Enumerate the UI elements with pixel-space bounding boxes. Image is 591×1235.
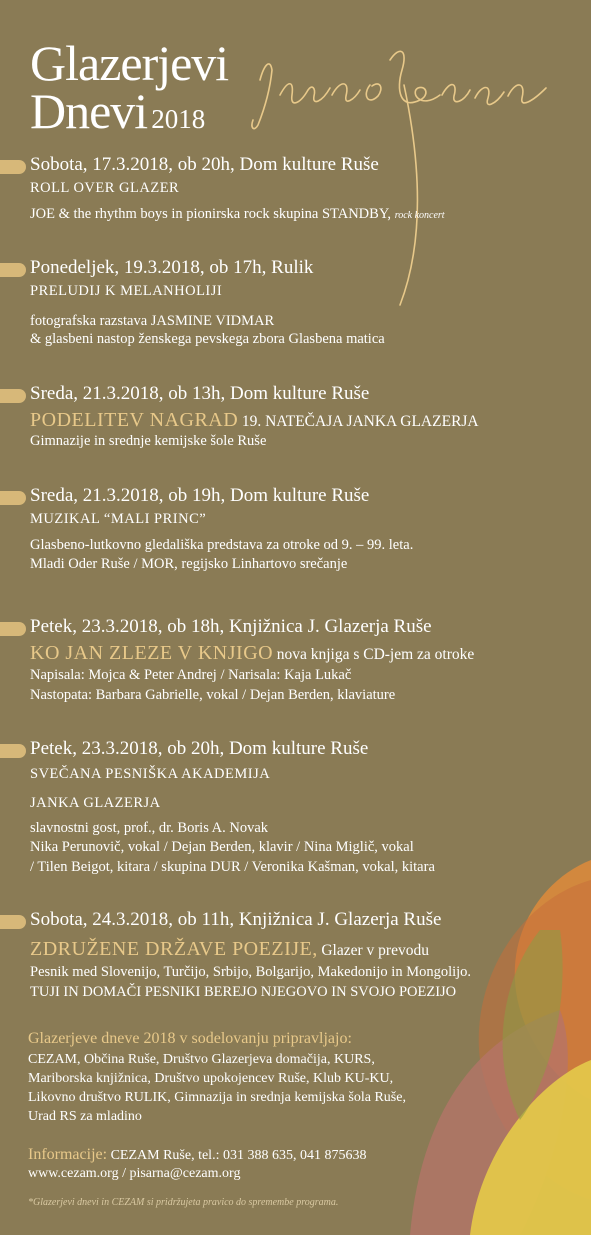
event-name: PRELUDIJ K MELANHOLIJI bbox=[30, 283, 223, 299]
event-desc: Mladi Oder Ruše / MOR, regijsko Linhartovo srečanje bbox=[30, 556, 348, 572]
event-desc: & glasbeni nastop ženskega pevskega zbora Glasbena matica bbox=[30, 331, 385, 347]
event-desc: Glasbeno-lutkovno gledališka predstava za otroke od 9. – 99. leta. bbox=[30, 537, 414, 553]
credits-line: Mariborska knjižnica, Društvo upokojencev Ruše, Klub KU-KU, bbox=[28, 1071, 394, 1086]
event-name-suffix: Glazer v prevodu bbox=[321, 942, 429, 959]
event-date: Sobota, 24.3.2018, ob 11h, Knjižnica J. Glazerja Ruše bbox=[30, 909, 442, 930]
event-name: KO JAN ZLEZE V KNJIGO bbox=[30, 642, 274, 664]
event-name-suffix: 19. NATEČAJA JANKA GLAZERJA bbox=[241, 413, 479, 430]
event-desc: Gimnazije in srednje kemijske šole Ruše bbox=[30, 433, 267, 449]
bullet-marker bbox=[0, 160, 26, 174]
event-line bbox=[30, 206, 445, 223]
credits-line: Likovno društvo RULIK, Gimnazija in srednja kemijska šola Ruše, bbox=[28, 1090, 406, 1105]
title-line2: Dnevi bbox=[30, 82, 148, 139]
event-name: MUZIKAL “MALI PRINC” bbox=[30, 511, 207, 527]
event-desc: fotografska razstava JASMINE VIDMAR bbox=[30, 313, 275, 329]
info-text: CEZAM Ruše, tel.: 031 388 635, 041 875638 bbox=[110, 1148, 367, 1163]
event-desc: Napisala: Mojca & Peter Andrej / Narisala: Kaja Lukač bbox=[30, 667, 352, 683]
credits-line: Urad RS za mladino bbox=[28, 1109, 142, 1124]
contact-info bbox=[28, 1146, 366, 1164]
disclaimer-note: *Glazerjevi dnevi in CEZAM si pridržujeta pravico do spremembe programa. bbox=[28, 1197, 339, 1208]
event-desc: JOE & the rhythm boys in pionirska rock skupina STANDBY, bbox=[30, 206, 392, 222]
bullet-marker bbox=[0, 263, 26, 277]
event-name: SVEČANA PESNIŠKA AKADEMIJA bbox=[30, 766, 271, 782]
event-title-row bbox=[30, 409, 479, 432]
event-name: ZDRUŽENE DRŽAVE POEZIJE, bbox=[30, 938, 318, 960]
event-name-line2: JANKA GLAZERJA bbox=[30, 795, 161, 811]
title-year: 2018 bbox=[151, 103, 206, 134]
event-desc: Pesnik med Slovenijo, Turčijo, Srbijo, Bolgarijo, Makedonijo in Mongolijo. bbox=[30, 964, 472, 980]
bullet-marker bbox=[0, 915, 26, 929]
event-desc: Nika Perunovič, vokal / Dejan Berden, klavir / Nina Miglič, vokal bbox=[30, 839, 414, 855]
event-desc: TUJI IN DOMAČI PESNIKI BEREJO NJEGOVO IN SVOJO POEZIJO bbox=[30, 984, 457, 1000]
bullet-marker bbox=[0, 491, 26, 505]
event-date: Petek, 23.3.2018, ob 18h, Knjižnica J. Glazerja Ruše bbox=[30, 616, 432, 637]
event-desc: Nastopata: Barbara Gabrielle, vokal / Dejan Berden, klaviature bbox=[30, 687, 396, 703]
bullet-marker bbox=[0, 389, 26, 403]
info-label: Informacije: bbox=[28, 1146, 108, 1163]
event-desc: / Tilen Beigot, kitara / skupina DUR / Veronika Kašman, vokal, kitara bbox=[30, 859, 435, 875]
credits-line: CEZAM, Občina Ruše, Društvo Glazerjeva domačija, KURS, bbox=[28, 1052, 375, 1067]
event-date: Sreda, 21.3.2018, ob 13h, Dom kulture Ruše bbox=[30, 383, 370, 404]
bullet-marker bbox=[0, 744, 26, 758]
event-title bbox=[30, 35, 229, 139]
event-note: rock koncert bbox=[394, 210, 445, 221]
event-name: ROLL OVER GLAZER bbox=[30, 180, 180, 196]
event-name: PODELITEV NAGRAD bbox=[30, 409, 239, 431]
title-line1: Glazerjevi bbox=[30, 35, 229, 91]
contact-web[interactable]: www.cezam.org / pisarna@cezam.org bbox=[28, 1166, 241, 1181]
credits-title: Glazerjeve dneve 2018 v sodelovanju pripravljajo: bbox=[28, 1030, 352, 1047]
event-title-row bbox=[30, 938, 429, 961]
event-title-row bbox=[30, 642, 474, 665]
event-date: Sreda, 21.3.2018, ob 19h, Dom kulture Ruše bbox=[30, 485, 370, 506]
event-desc: slavnostni gost, prof., dr. Boris A. Novak bbox=[30, 820, 269, 836]
bullet-marker bbox=[0, 622, 26, 636]
event-name-suffix: nova knjiga s CD-jem za otroke bbox=[276, 646, 475, 663]
event-date: Ponedeljek, 19.3.2018, ob 17h, Rulik bbox=[30, 257, 314, 278]
event-date: Petek, 23.3.2018, ob 20h, Dom kulture Ruše bbox=[30, 738, 369, 759]
event-date: Sobota, 17.3.2018, ob 20h, Dom kulture Ruše bbox=[30, 154, 379, 175]
